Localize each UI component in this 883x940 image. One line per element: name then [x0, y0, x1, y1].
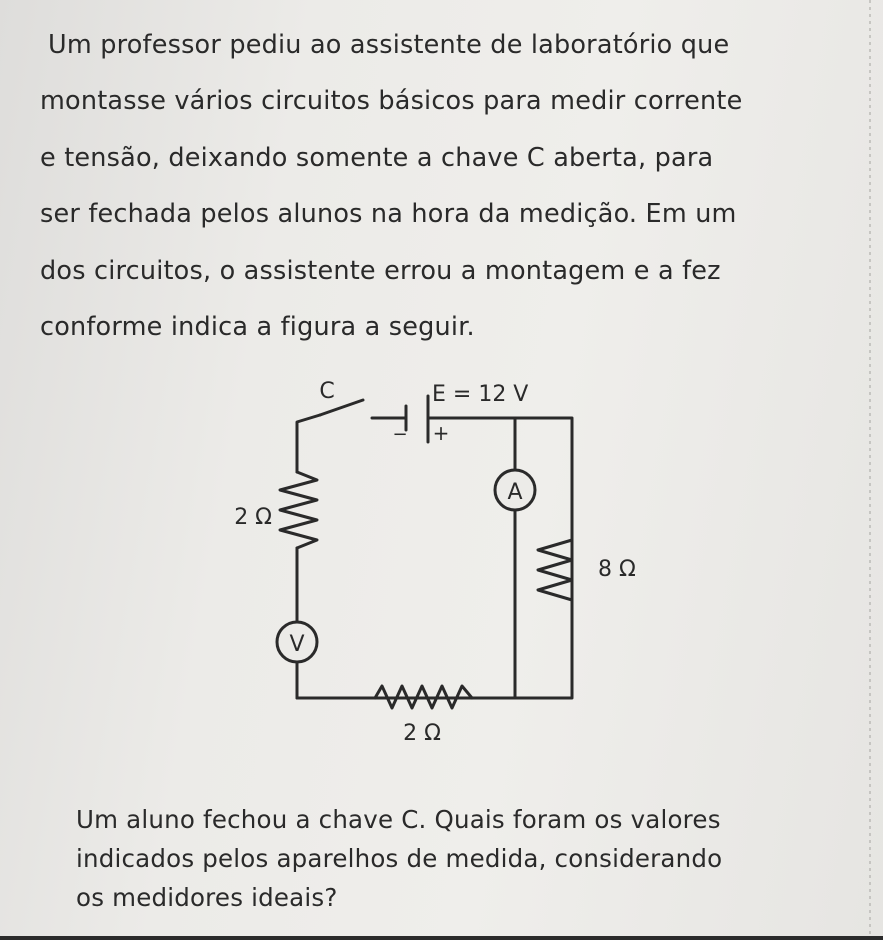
circuit-svg — [200, 360, 660, 760]
page-fold-edge — [869, 0, 871, 940]
resistor-left-label: 2 Ω — [234, 505, 272, 530]
wire-top-right — [375, 418, 572, 698]
resistor-right-label: 8 Ω — [598, 557, 636, 582]
statement-line: ser fechada pelos alunos na hora da medição. Em um — [40, 199, 737, 229]
statement-line: conforme indica a figura a seguir. — [40, 312, 475, 342]
emf-label: E = 12 V — [432, 382, 529, 407]
problem-statement — [40, 30, 840, 342]
circuit-diagram — [200, 360, 660, 760]
voltmeter-label: V — [289, 632, 305, 657]
switch-label: C — [319, 379, 335, 404]
page-bottom-edge — [0, 936, 883, 940]
statement-line: montasse vários circuitos básicos para medir corrente — [40, 86, 743, 116]
resistor-right — [538, 540, 572, 600]
question-line: indicados pelos aparelhos de medida, considerando — [76, 844, 723, 873]
question-line: os medidores ideais? — [76, 883, 338, 912]
wire-left-top — [297, 415, 320, 430]
resistor-bottom-label: 2 Ω — [403, 721, 441, 746]
battery-negative-sign: − — [392, 424, 408, 445]
question — [76, 805, 866, 925]
battery-positive-sign: + — [432, 421, 450, 445]
ammeter-label: A — [507, 480, 523, 505]
resistor-left — [280, 472, 317, 548]
statement-line: dos circuitos, o assistente errou a montagem e a fez — [40, 256, 721, 286]
question-line: Um aluno fechou a chave C. Quais foram os valores — [76, 805, 721, 834]
statement-line: e tensão, deixando somente a chave C aberta, para — [40, 143, 714, 173]
statement-line: Um professor pediu ao assistente de laboratório que — [48, 30, 730, 60]
